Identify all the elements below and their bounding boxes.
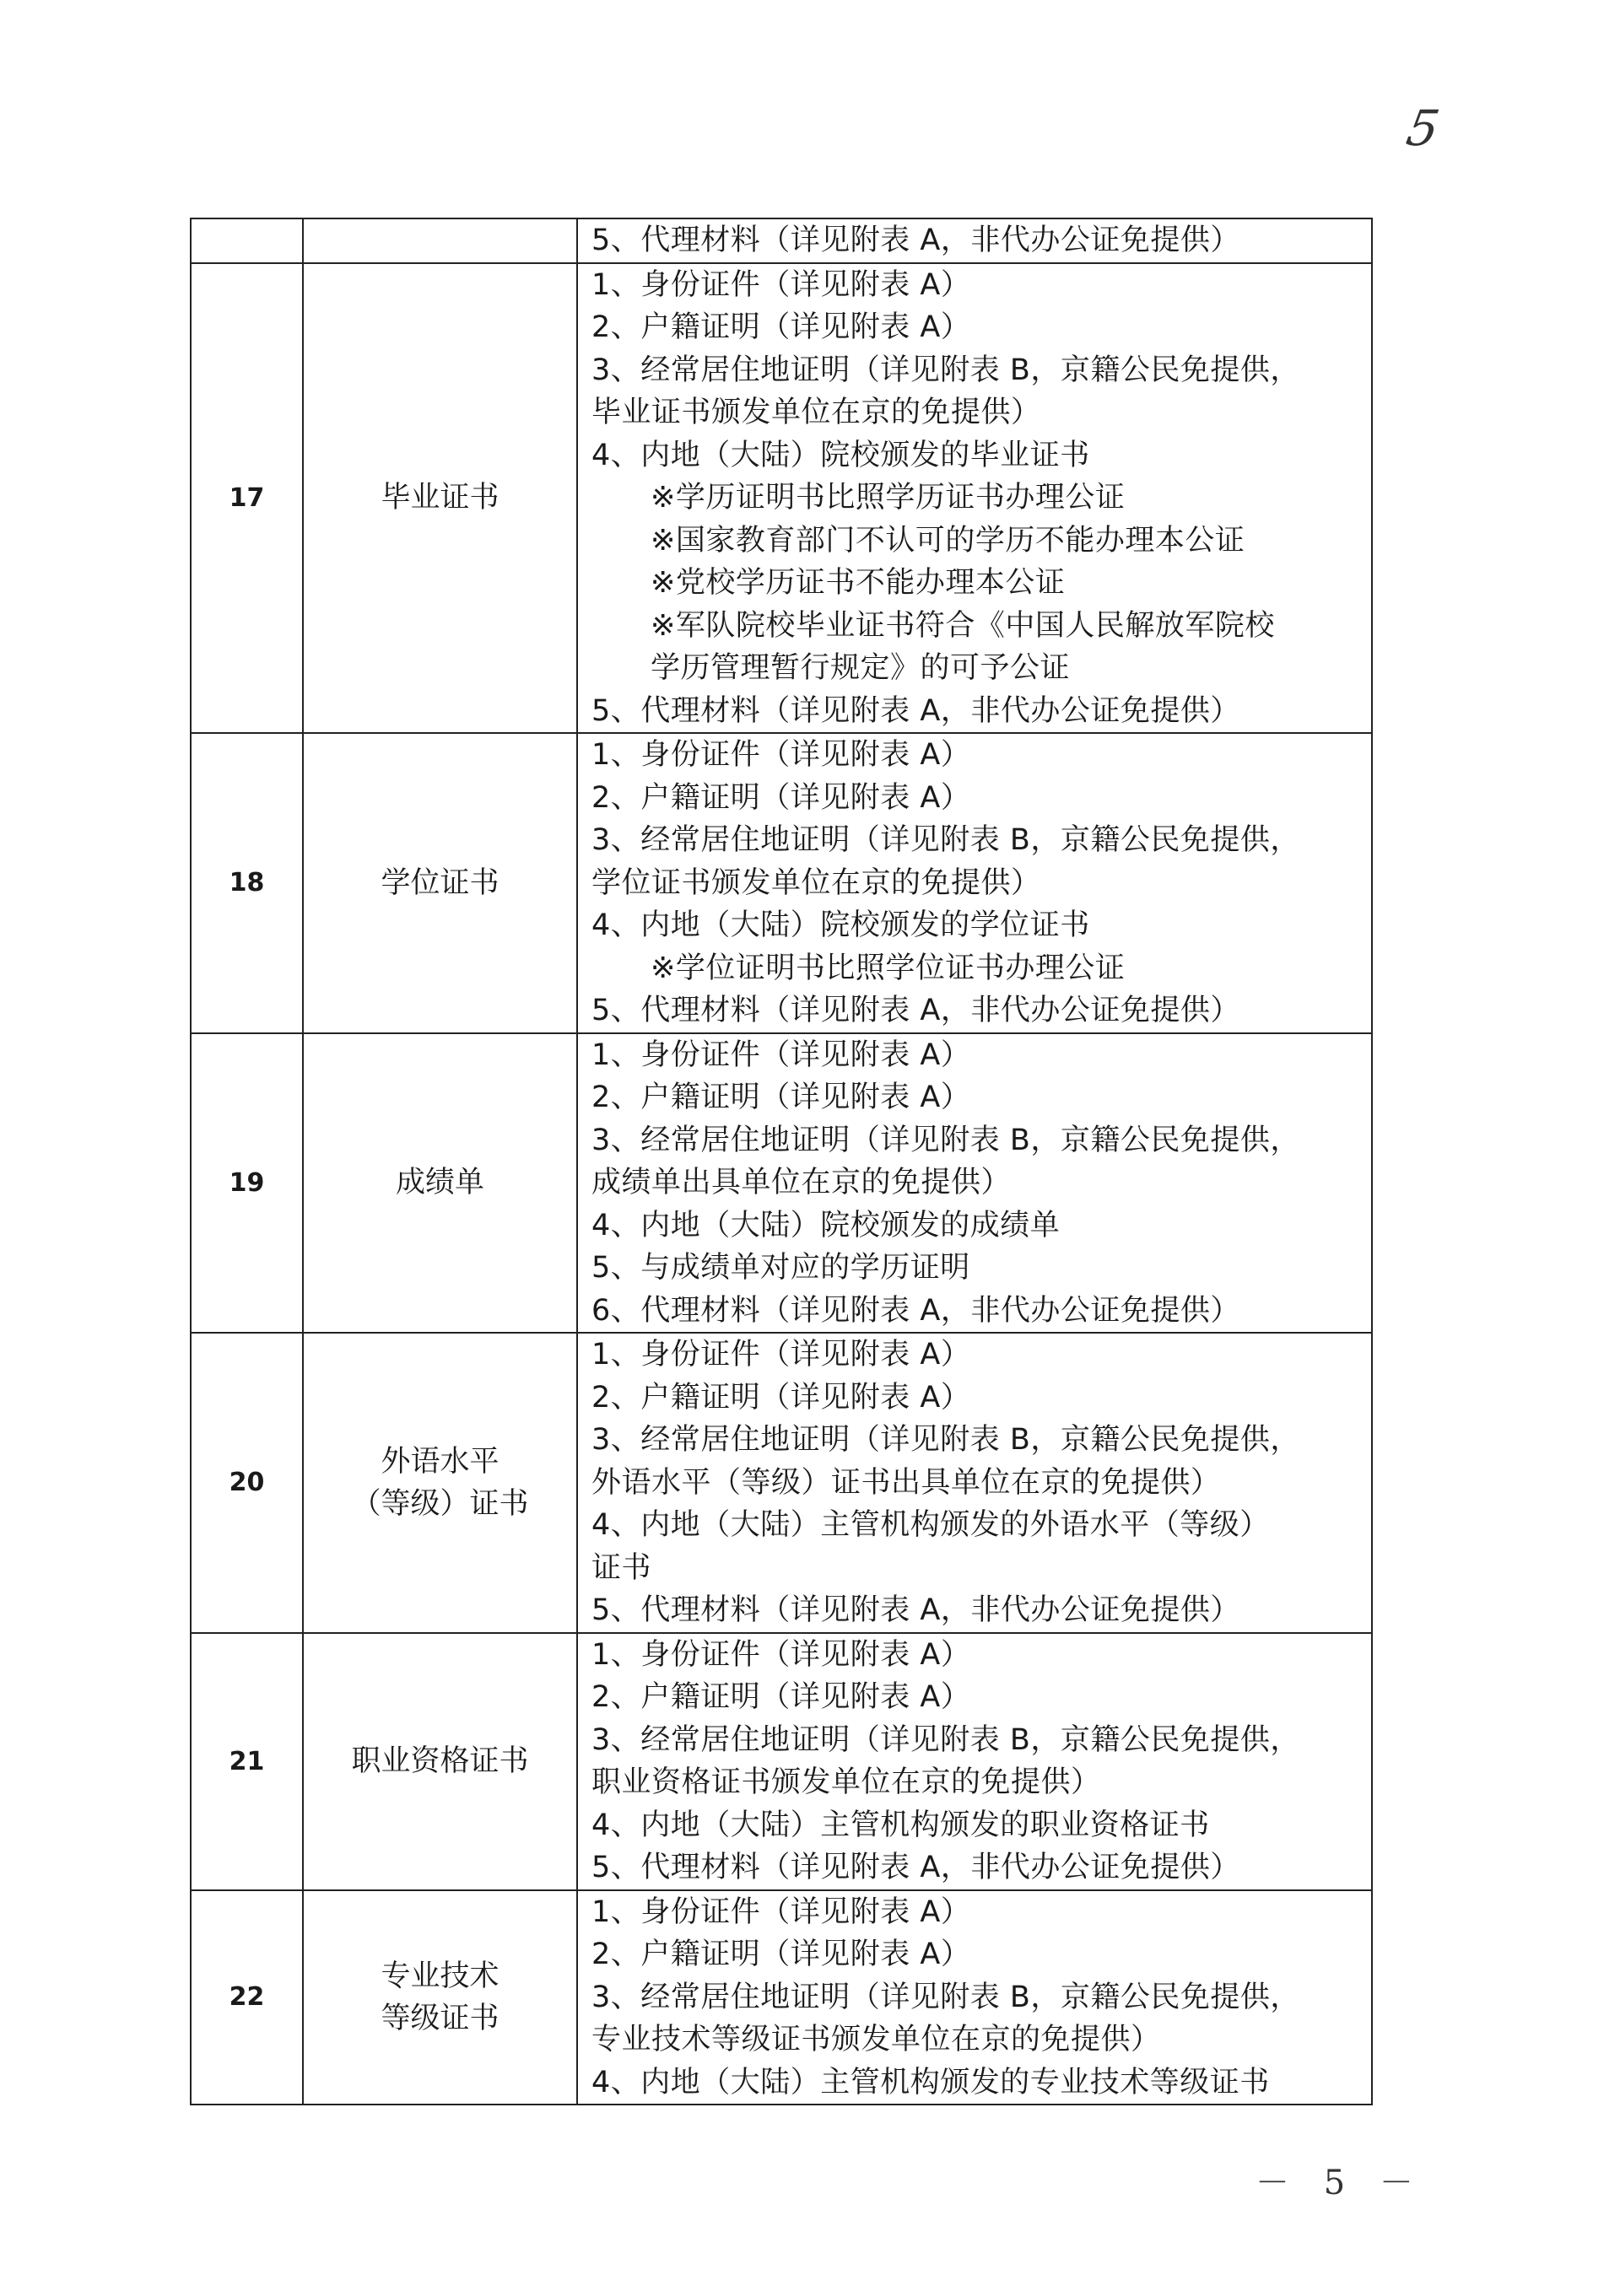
item-name — [303, 1033, 577, 1334]
table-row — [191, 1890, 1372, 2105]
material-item: 职业资格证书颁发单位在京的免提供） — [591, 1765, 1101, 1799]
material-note: ※学历证明书比照学历证书办理公证 — [651, 481, 1126, 515]
page-number: － 5 － — [1256, 2164, 1425, 2202]
material-note: ※党校学历证书不能办理本公证 — [651, 566, 1066, 600]
material-item: 2、户籍证明（详见附表 A） — [591, 1680, 971, 1714]
material-item: 证书 — [591, 1550, 652, 1585]
material-item: 2、户籍证明（详见附表 A） — [591, 310, 971, 344]
requirements-table-body — [191, 218, 1372, 2105]
table-row — [191, 1333, 1372, 1633]
material-item: 5、代理材料（详见附表 A，非代办公证免提供） — [591, 994, 1240, 1027]
material-item: 4、内地（大陆）院校颁发的毕业证书 — [591, 438, 1090, 472]
material-item: 5、代理材料（详见附表 A，非代办公证免提供） — [591, 693, 1240, 728]
material-item: 1、身份证件（详见附表 A） — [591, 1038, 971, 1072]
material-item: 2、户籍证明（详见附表 A） — [591, 1938, 971, 1971]
material-item: 3、经常居住地证明（详见附表 B，京籍公民免提供， — [591, 1722, 1300, 1757]
requirements-table — [190, 218, 1373, 2105]
item-number: 17 — [191, 263, 303, 734]
material-item: 专业技术等级证书颁发单位在京的免提供） — [591, 2023, 1161, 2056]
item-name-line: 学位证书 — [381, 865, 500, 900]
material-item: 毕业证书颁发单位在京的免提供） — [591, 396, 1041, 429]
material-item: 5、代理材料（详见附表 A，非代办公证免提供） — [591, 224, 1240, 257]
material-item: 3、经常居住地证明（详见附表 B，京籍公民免提供， — [591, 1123, 1300, 1157]
material-item: 1、身份证件（详见附表 A） — [591, 738, 971, 772]
item-name — [303, 1890, 577, 2105]
item-name-line: 毕业证书 — [381, 481, 500, 515]
material-item: 4、内地（大陆）主管机构颁发的外语水平（等级） — [591, 1508, 1270, 1542]
table-row — [191, 218, 1372, 263]
item-number: 21 — [191, 1633, 303, 1890]
item-number — [191, 218, 303, 263]
item-number: 19 — [191, 1033, 303, 1334]
item-name-line: 等级证书 — [381, 2001, 500, 2035]
material-item: 2、户籍证明（详见附表 A） — [591, 780, 971, 815]
item-name-line: （等级）证书 — [351, 1486, 529, 1521]
item-name — [303, 218, 577, 263]
material-item: 5、代理材料（详见附表 A，非代办公证免提供） — [591, 1851, 1240, 1884]
material-item: 1、身份证件（详见附表 A） — [591, 1338, 971, 1372]
material-item: 外语水平（等级）证书出具单位在京的免提供） — [591, 1465, 1221, 1500]
material-item: 4、内地（大陆）主管机构颁发的专业技术等级证书 — [591, 2065, 1270, 2099]
material-item: 1、身份证件（详见附表 A） — [591, 1894, 971, 1929]
material-item: 4、内地（大陆）主管机构颁发的职业资格证书 — [591, 1808, 1210, 1842]
item-name-line: 成绩单 — [395, 1166, 484, 1200]
table-row — [191, 263, 1372, 734]
item-name — [303, 1333, 577, 1633]
required-materials — [577, 218, 1372, 263]
table-row — [191, 1033, 1372, 1334]
material-item: 6、代理材料（详见附表 A，非代办公证免提供） — [591, 1293, 1240, 1328]
material-item: 3、经常居住地证明（详见附表 B，京籍公民免提供， — [591, 1980, 1300, 2014]
material-item: 成绩单出具单位在京的免提供） — [591, 1166, 1012, 1199]
item-number: 20 — [191, 1333, 303, 1633]
material-item: 2、户籍证明（详见附表 A） — [591, 1081, 971, 1114]
item-name-line: 外语水平 — [381, 1444, 500, 1479]
material-note: ※国家教育部门不认可的学历不能办理本公证 — [651, 523, 1245, 558]
item-number: 18 — [191, 733, 303, 1033]
material-item: 3、经常居住地证明（详见附表 B，京籍公民免提供， — [591, 1423, 1300, 1457]
material-item: 2、户籍证明（详见附表 A） — [591, 1380, 971, 1415]
table-row — [191, 1633, 1372, 1890]
item-number: 22 — [191, 1890, 303, 2105]
material-note: ※学位证明书比照学位证书办理公证 — [651, 951, 1126, 985]
handwritten-page-mark: 5 — [1402, 100, 1444, 157]
item-name-line: 专业技术 — [381, 1959, 500, 1993]
material-item: 4、内地（大陆）院校颁发的学位证书 — [591, 908, 1090, 942]
item-name — [303, 1633, 577, 1890]
item-name — [303, 263, 577, 734]
required-materials — [577, 1633, 1372, 1890]
material-note: 学历管理暂行规定》的可予公证 — [651, 651, 1071, 685]
material-item: 1、身份证件（详见附表 A） — [591, 1637, 971, 1672]
material-note: ※军队院校毕业证书符合《中国人民解放军院校 — [651, 608, 1275, 643]
required-materials — [577, 1033, 1372, 1334]
item-name — [303, 733, 577, 1033]
material-item: 4、内地（大陆）院校颁发的成绩单 — [591, 1208, 1061, 1242]
material-item: 学位证书颁发单位在京的免提供） — [591, 865, 1041, 900]
table-row — [191, 733, 1372, 1033]
required-materials — [577, 263, 1372, 734]
material-item: 3、经常居住地证明（详见附表 B，京籍公民免提供， — [591, 353, 1300, 387]
required-materials — [577, 1333, 1372, 1633]
material-item: 5、代理材料（详见附表 A，非代办公证免提供） — [591, 1593, 1240, 1627]
required-materials — [577, 733, 1372, 1033]
material-item: 5、与成绩单对应的学历证明 — [591, 1251, 970, 1285]
item-name-line: 职业资格证书 — [351, 1744, 529, 1778]
required-materials — [577, 1890, 1372, 2105]
material-item: 3、经常居住地证明（详见附表 B，京籍公民免提供， — [591, 823, 1300, 857]
material-item: 1、身份证件（详见附表 A） — [591, 267, 971, 302]
